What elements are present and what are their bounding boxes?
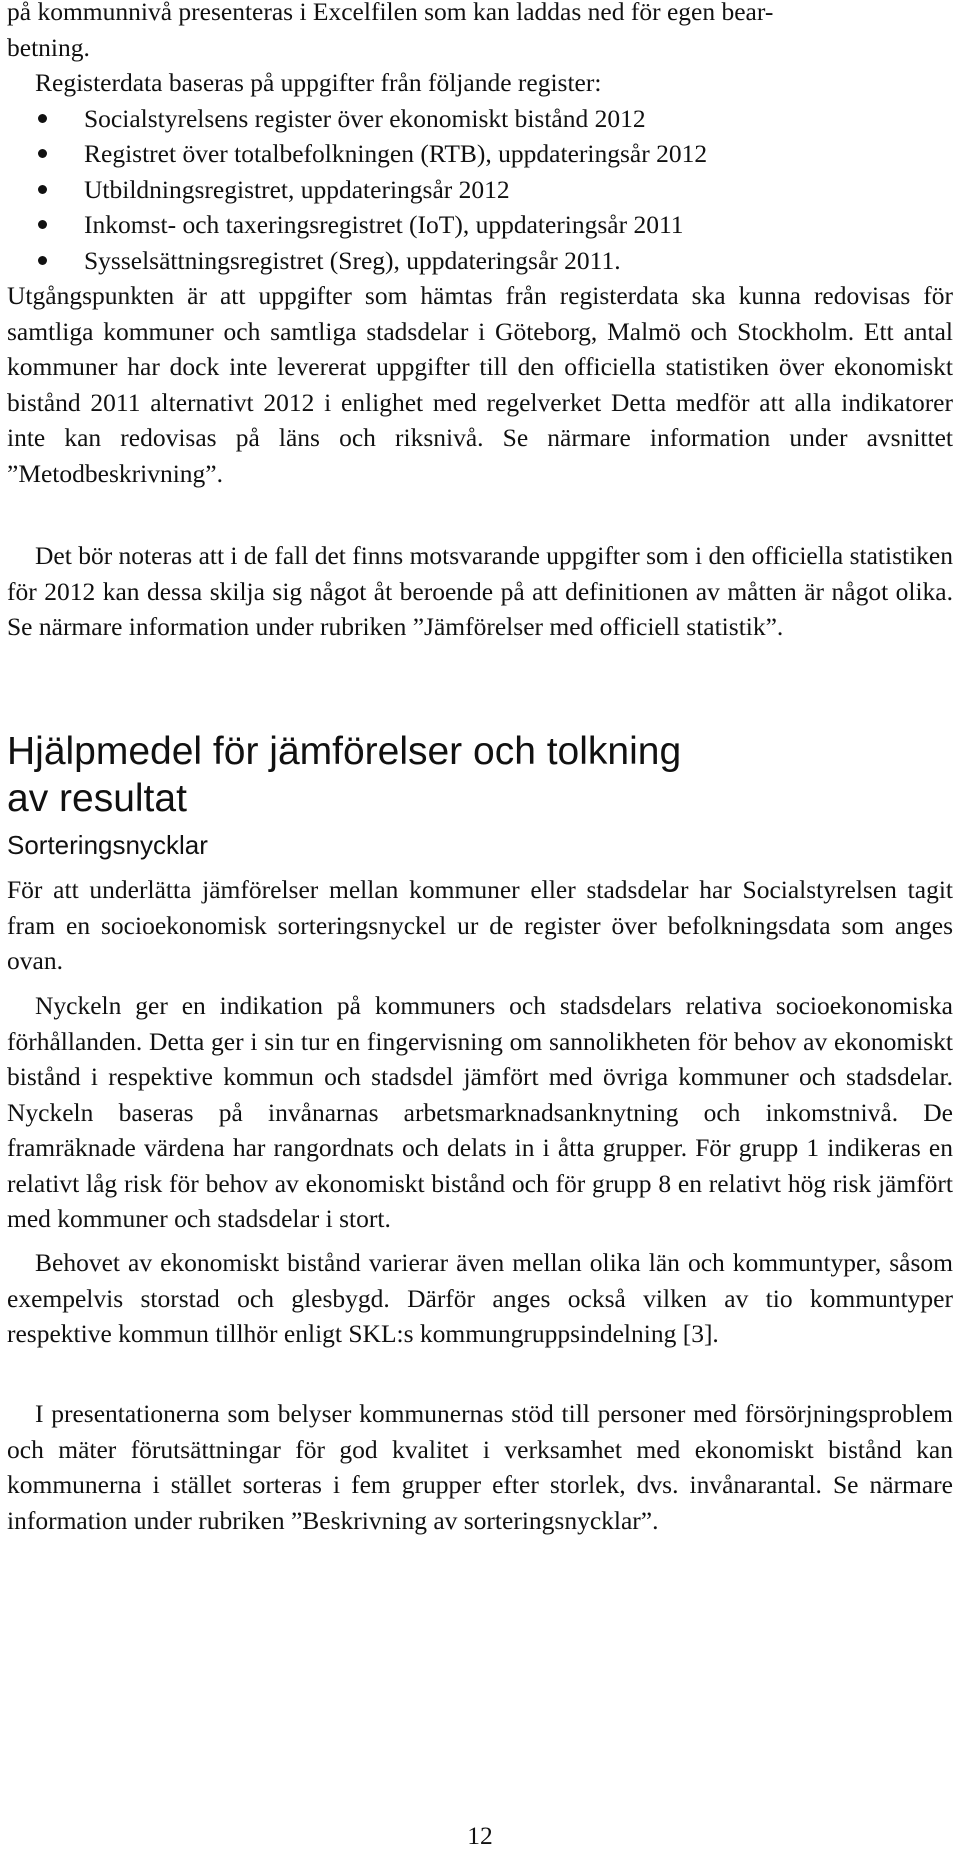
list-item-text: Registret över totalbefolkningen (RTB), uppdateringsår 2012 — [84, 139, 708, 168]
intro-line: betning. — [7, 32, 90, 62]
paragraph-size-groups: I presentationerna som belyser kommunernas stöd till personer med försörjningsproblem och mäter förutsättningar för god kvalitet i verksamhet med ekonomiskt bistånd kan kommunerna i stället sorteras i fem grupper efter storlek, dvs. invånarantal. Se närmare information under rubriken ”Beskrivning av sorteringsnycklar”. — [7, 1399, 953, 1535]
bullet-icon — [38, 149, 47, 158]
paragraph-sort-key-indication: Nyckeln ger en indikation på kommuners och stadsdelars relativa socioekonomiska förhållanden. Detta ger i sin tur en fingervisning om sannolikheten för behov av ekonomiskt bistånd i respektive kommun och stadsdel jämfört med övriga kommuner och stadsdelar. Nyckeln baseras på invånarnas arbetsmarknadsanknytning och inkomstnivå. De framräknade värdena har rangordnats och delats in i åtta grupper. För grupp 1 indikeras en relativt låg risk för behov av ekonomiskt bistånd och för grupp 8 en relativt hög risk jämfört med kommuner och stadsdelar i stort. — [7, 991, 953, 1233]
bullet-icon — [38, 220, 47, 229]
subheading-sorteringsnycklar: Sorteringsnycklar — [7, 830, 208, 860]
register-list — [7, 101, 953, 279]
paragraph-sort-key-intro: För att underlätta jämförelser mellan kommuner eller stadsdelar har Socialstyrelsen tagit fram en socioekonomisk sorteringsnyckel ur de register över befolkningsdata som anges ovan. — [7, 875, 953, 975]
paragraph-official-statistics: Det bör noteras att i de fall det finns motsvarande uppgifter som i den officiella statistiken för 2012 kan dessa skilja sig något åt beroende på att definitionen av måtten är något olika. Se närmare information under rubriken ”Jämförelser med officiell statistik”. — [7, 541, 953, 641]
section-heading-line: Hjälpmedel för jämförelser och tolkning — [7, 730, 682, 773]
page-number: 12 — [467, 1821, 493, 1850]
list-item — [7, 207, 953, 243]
list-item-text: Inkomst- och taxeringsregistret (IoT), uppdateringsår 2011 — [84, 210, 684, 239]
bullet-icon — [38, 185, 47, 194]
list-item-text: Sysselsättningsregistret (Sreg), uppdateringsår 2011. — [84, 245, 621, 275]
list-item-text: Utbildningsregistret, uppdateringsår 2012 — [84, 174, 510, 204]
intro-paragraph — [7, 0, 953, 65]
list-item — [7, 172, 953, 208]
bullet-icon — [38, 114, 47, 123]
paragraph-municipality-types: Behovet av ekonomiskt bistånd varierar även mellan olika län och kommuntyper, såsom exempelvis storstad och glesbygd. Därför anges också vilken av tio kommuntyper respektive kommun tillhör enligt SKL:s kommungruppsindelning [3]. — [7, 1248, 953, 1348]
list-item — [7, 101, 953, 137]
list-item — [7, 243, 953, 279]
bullet-icon — [38, 256, 47, 265]
section-heading-line: av resultat — [7, 777, 187, 820]
list-item-text: Socialstyrelsens register över ekonomiskt bistånd 2012 — [84, 103, 646, 133]
paragraph-registerdata: Utgångspunkten är att uppgifter som hämtas från registerdata ska kunna redovisas för samtliga kommuner och samtliga stadsdelar i Göteborg, Malmö och Stockholm. Ett antal kommuner har dock inte levererat uppgifter till den officiella statistiken över ekonomiskt bistånd 2011 alternativt 2012 i enlighet med regelverket Detta medför att alla indikatorer inte kan redovisas på läns och riksnivå. Se närmare information under avsnittet ”Metodbeskrivning”. — [7, 281, 953, 488]
section-heading — [7, 728, 953, 822]
register-lead: Registerdata baseras på uppgifter från följande register: — [35, 68, 602, 97]
list-item — [7, 136, 953, 172]
intro-line: på kommunnivå presenteras i Excelfilen som kan laddas ned för egen bear- — [7, 0, 774, 26]
